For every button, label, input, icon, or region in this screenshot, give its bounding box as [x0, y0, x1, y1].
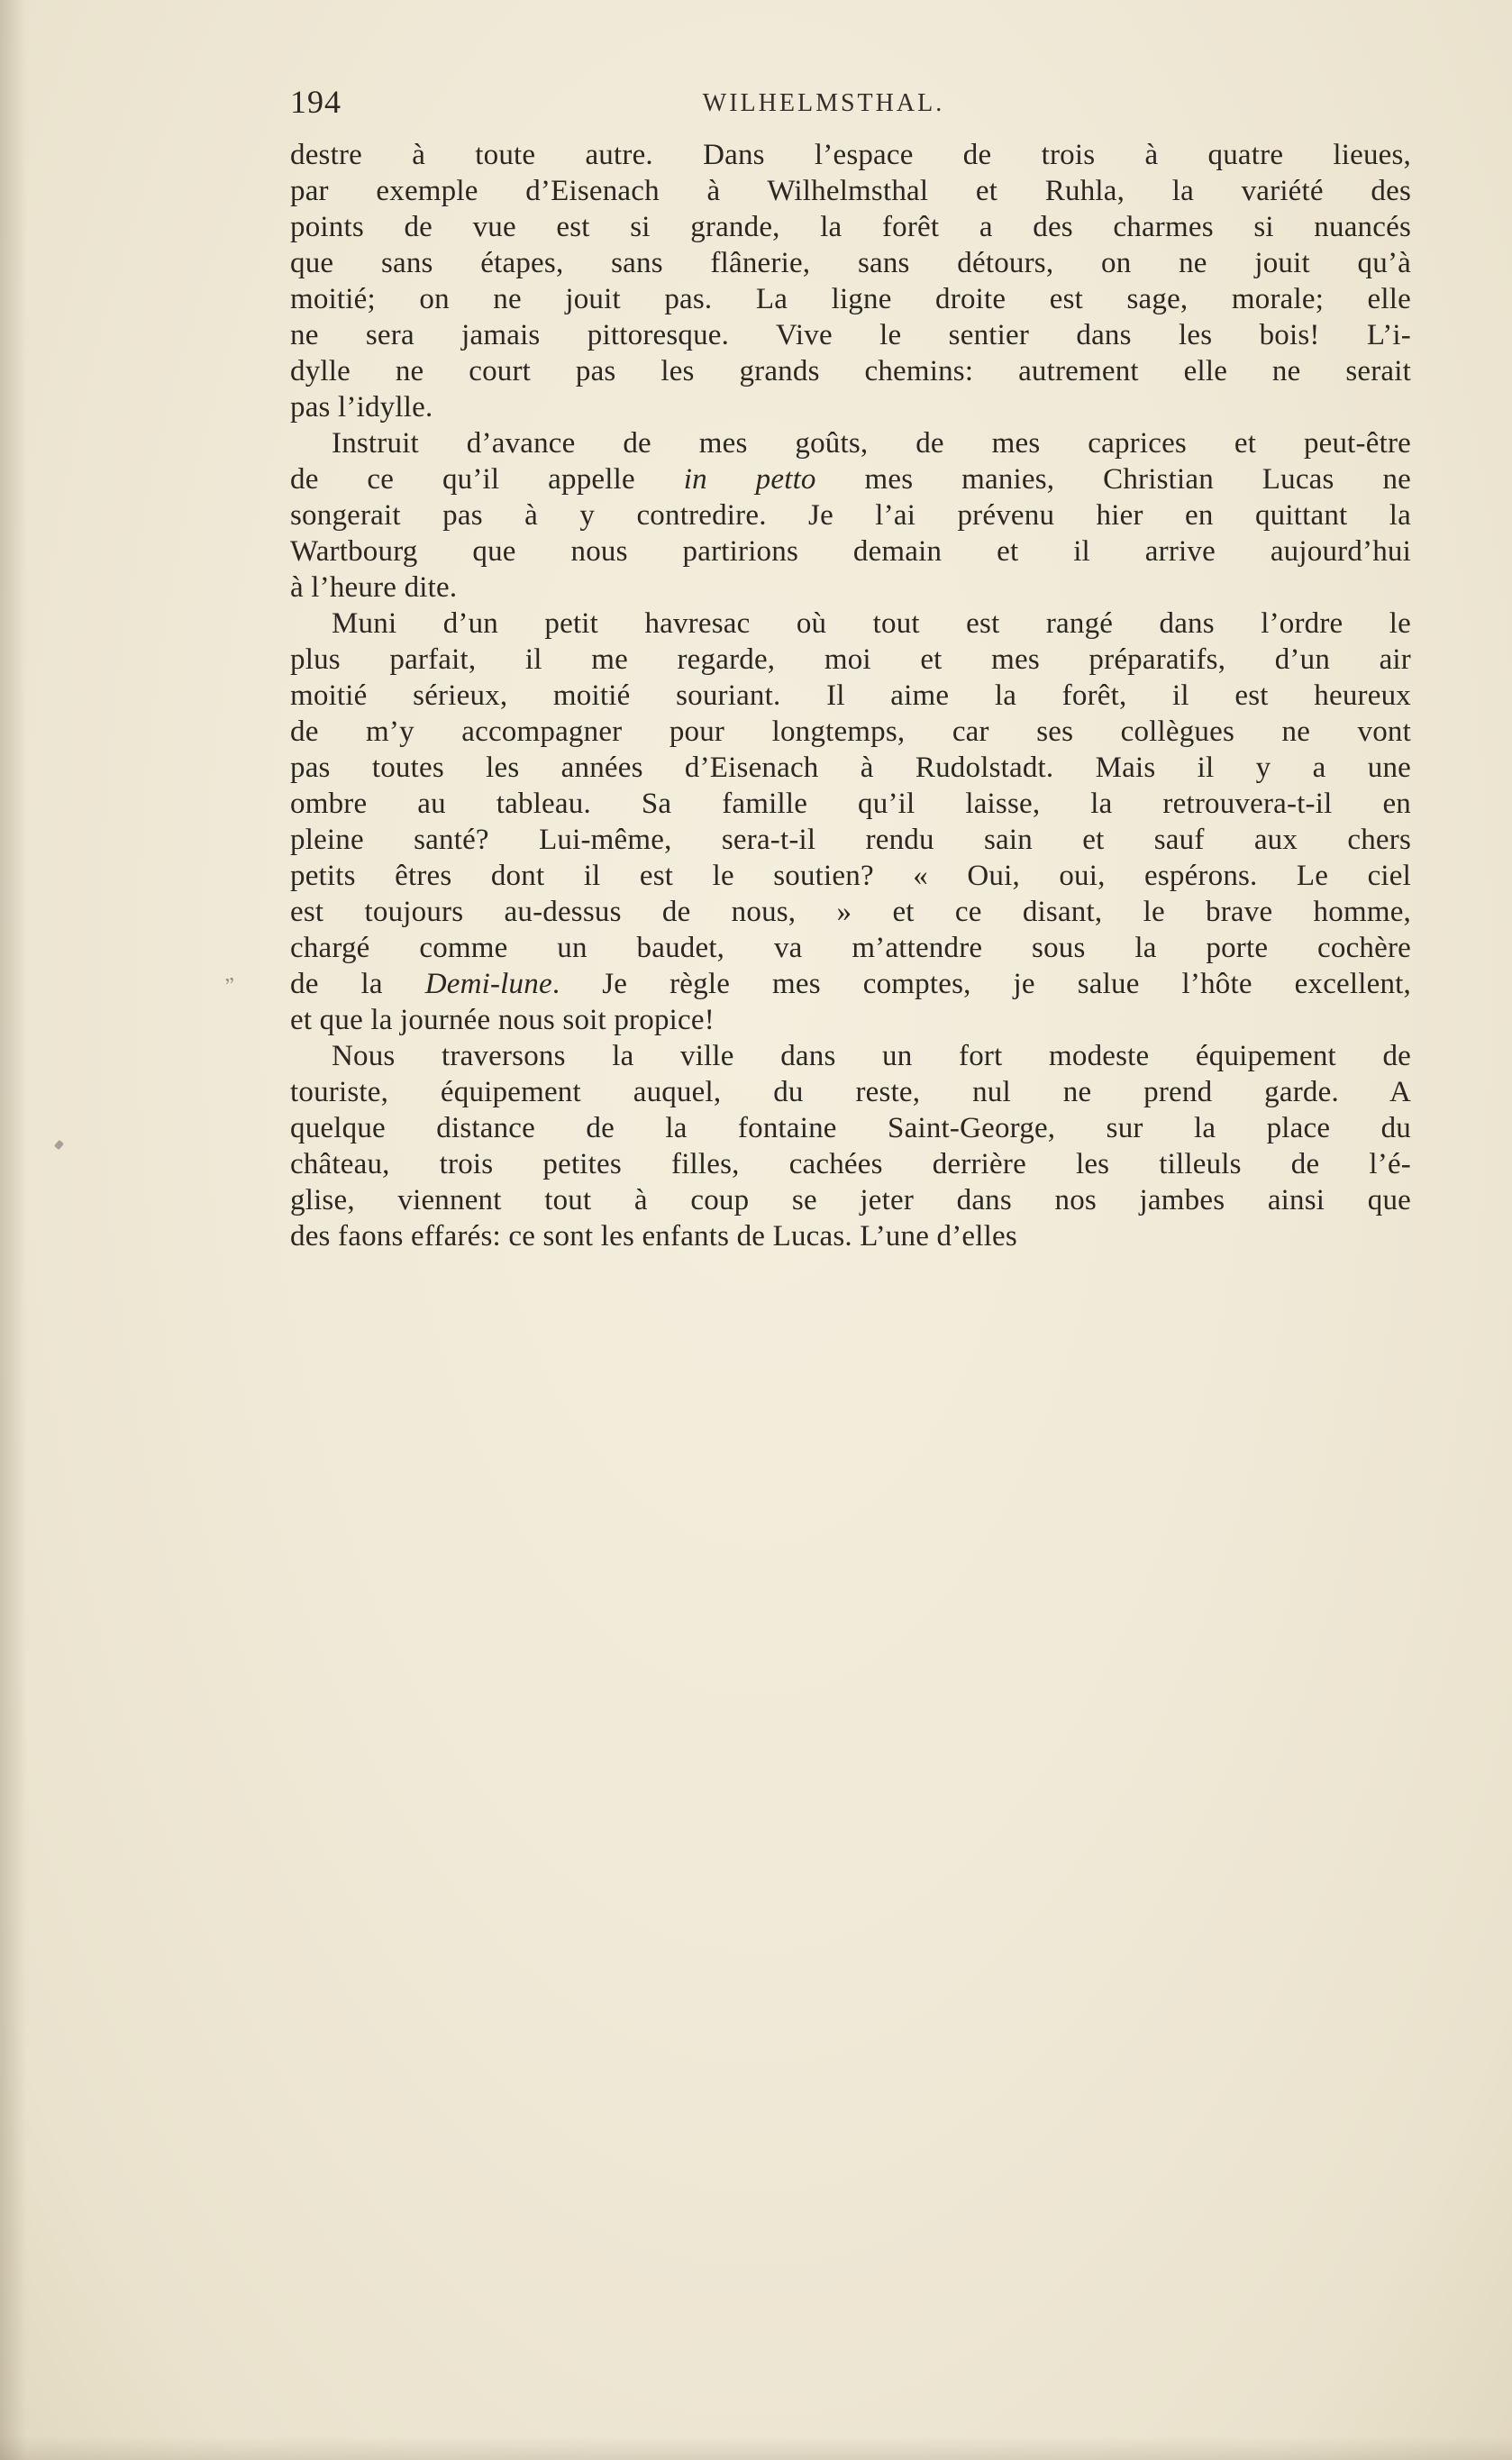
text-line: songerait pas à y contredire. Je l’ai prévenu hier en quittant la: [290, 499, 1411, 532]
text-line: quelque distance de la fontaine Saint-George, sur la place du: [290, 1112, 1411, 1144]
scan-speck: „: [221, 961, 236, 987]
text-line: pas l’idylle.: [290, 391, 433, 424]
text-line: à l’heure dite.: [290, 571, 458, 604]
text-line: ombre au tableau. Sa famille qu’il laisse, la retrouvera-t-il en: [290, 788, 1411, 820]
text-line: ne sera jamais pittoresque. Vive le sentier dans les bois! L’i-: [290, 319, 1411, 351]
text-line: de ce qu’il appelle in petto mes manies, Christian Lucas ne: [290, 463, 1411, 496]
text-line: est toujours au-dessus de nous, » et ce disant, le brave homme,: [290, 896, 1411, 928]
text-line: touriste, équipement auquel, du reste, nul ne prend garde. A: [290, 1076, 1411, 1108]
text-line: chargé comme un baudet, va m’attendre sous la porte cochère: [290, 932, 1411, 964]
page-number: 194: [290, 84, 342, 120]
text-line: Instruit d’avance de mes goûts, de mes caprices et peut-être: [332, 427, 1411, 460]
text-line: dylle ne court pas les grands chemins: autrement elle ne serait: [290, 355, 1411, 387]
text-line: pas toutes les années d’Eisenach à Rudolstadt. Mais il y a une: [290, 752, 1411, 784]
text-line: de la Demi-lune. Je règle mes comptes, je salue l’hôte excellent,: [290, 968, 1411, 1000]
text-line: pleine santé? Lui-même, sera-t-il rendu sain et sauf aux chers: [290, 824, 1411, 856]
text-line: par exemple d’Eisenach à Wilhelmsthal et Ruhla, la variété des: [290, 175, 1411, 207]
scan-left-shadow: [0, 0, 27, 2460]
text-line: de m’y accompagner pour longtemps, car ses collègues ne vont: [290, 715, 1411, 748]
text-line: petits êtres dont il est le soutien? « Oui, oui, espérons. Le ciel: [290, 860, 1411, 892]
scan-speck: [54, 1140, 64, 1150]
text-line: Muni d’un petit havresac où tout est rangé dans l’ordre le: [332, 607, 1411, 640]
text-block: [290, 137, 1411, 1254]
text-line: que sans étapes, sans flânerie, sans détours, on ne jouit qu’à: [290, 247, 1411, 279]
text-line: Nous traversons la ville dans un fort modeste équipement de: [332, 1040, 1411, 1072]
text-line: Wartbourg que nous partirions demain et il arrive aujourd’hui: [290, 535, 1411, 568]
text-line: et que la journée nous soit propice!: [290, 1004, 715, 1036]
text-line: points de vue est si grande, la forêt a des charmes si nuancés: [290, 211, 1411, 243]
text-line: glise, viennent tout à coup se jeter dans nos jambes ainsi que: [290, 1184, 1411, 1216]
text-line: destre à toute autre. Dans l’espace de trois à quatre lieues,: [290, 139, 1411, 171]
text-line: moitié sérieux, moitié souriant. Il aime la forêt, il est heureux: [290, 679, 1411, 712]
scan-bottom-shadow: [0, 2437, 1512, 2460]
text-line: château, trois petites filles, cachées derrière les tilleuls de l’é-: [290, 1148, 1411, 1180]
page-header: [290, 83, 1411, 124]
text-line: des faons effarés: ce sont les enfants de Lucas. L’une d’elles: [290, 1220, 1017, 1253]
running-head: WILHELMSTHAL.: [702, 89, 945, 117]
text-line: moitié; on ne jouit pas. La ligne droite est sage, morale; elle: [290, 283, 1411, 315]
text-line: plus parfait, il me regarde, moi et mes préparatifs, d’un air: [290, 643, 1411, 676]
